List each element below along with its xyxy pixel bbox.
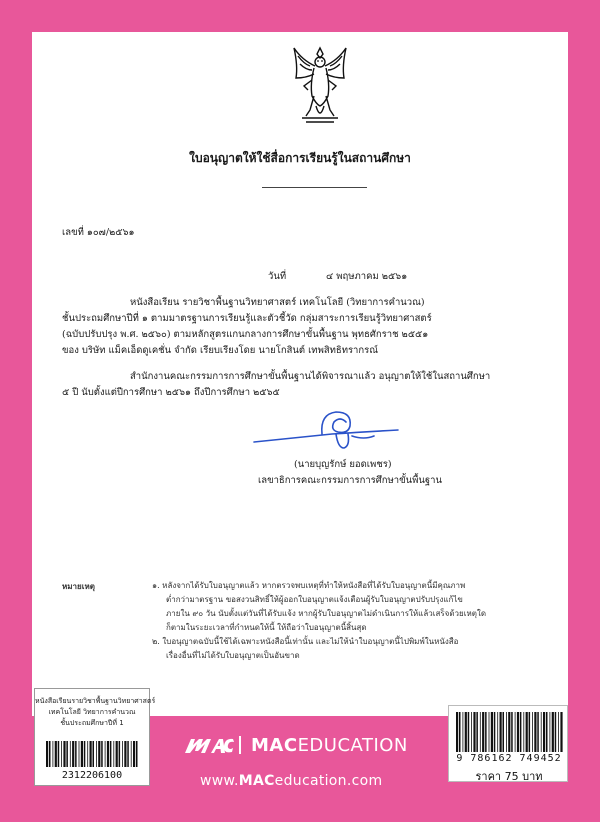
book-label-line-1: หนังสือเรียนรายวิชาพื้นฐานวิทยาศาสตร์: [35, 697, 156, 705]
title-underline: [262, 187, 367, 188]
date-label: วันที่: [268, 271, 287, 282]
license-document: [32, 32, 568, 716]
book-label-line-3: ชั้นประถมศึกษาปีที่ 1: [60, 719, 124, 727]
note-line-3: ภายใน ๙๐ วัน นับตั้งแต่วันที่ได้รับแจ้ง หากผู้รับใบอนุญาตไม่ดำเนินการให้แล้วเสร็จด้วยเหตุใด: [166, 609, 487, 618]
logo-divider: [239, 736, 245, 754]
url-suffix: education.com: [274, 773, 383, 789]
signature: [252, 404, 402, 454]
product-barcode: [45, 741, 141, 767]
body-line-4: ของ บริษัท แม็คเอ็ดดูเคชั่น จำกัด เรียบเรียงโดย นายโกสินต์ เทพสิทธิทรากรณ์: [62, 345, 379, 356]
body-line-1: หนังสือเรียน รายวิชาพื้นฐานวิทยาศาสตร์ เทคโนโลยี (วิทยาการคำนวณ): [130, 297, 425, 308]
isbn-number: 9 786162 749452: [456, 753, 562, 764]
document-title: ใบอนุญาตให้ใช้สื่อการเรียนรู้ในสถานศึกษา: [189, 151, 411, 165]
signer-name: (นายบุญรักษ์ ยอดเพชร): [294, 459, 392, 470]
mac-logo-mark-icon: [185, 737, 235, 753]
logo-wordmark: [251, 735, 408, 756]
note-line-1: ๑. หลังจากได้รับใบอนุญาตแล้ว หากตรวจพบเหตุที่ทำให้หนังสือที่ได้รับใบอนุญาตนี้มีคุณภาพ: [152, 581, 466, 590]
body-line-3: (ฉบับปรับปรุง พ.ศ. ๒๕๖๐) ตามหลักสูตรแกนกลางการศึกษาขั้นพื้นฐาน พุทธศักราช ๒๕๕๑: [62, 329, 429, 340]
product-code: 2312206100: [61, 770, 123, 781]
approval-line-2: ๕ ปี นับตั้งแต่ปีการศึกษา ๒๕๖๑ ถึงปีการศึกษา ๒๕๖๕: [62, 387, 280, 398]
url-brand: MAC: [238, 773, 275, 789]
signer-position: เลขาธิการคณะกรรมการการศึกษาขั้นพื้นฐาน: [258, 475, 442, 486]
note-line-4: ก็ตามในระยะเวลาที่กำหนดให้นี้ ให้ถือว่าใบอนุญาตนี้สิ้นสุด: [166, 623, 367, 632]
logo-word-rest: EDUCATION: [297, 734, 408, 756]
approval-line-1: สำนักงานคณะกรรมการการศึกษาขั้นพื้นฐานได้พิจารณาแล้ว อนุญาตให้ใช้ในสถานศึกษา: [130, 371, 491, 382]
note-line-5: ๒. ใบอนุญาตฉบับนี้ใช้ได้เฉพาะหนังสือนี้เท่านั้น และไม่ให้นำใบอนุญาตนี้ไปพิมพ์ในหนังสือ: [152, 637, 459, 646]
book-label-line-2: เทคโนโลยี วิทยาการคำนวณ: [48, 708, 136, 716]
book-label-box: [34, 688, 156, 786]
garuda-emblem-icon: [288, 44, 352, 128]
url-prefix: www.: [200, 773, 239, 789]
note-line-6: เรื่องอื่นที่ไม่ได้รับใบอนุญาตเป็นอันขาด: [166, 651, 300, 660]
body-line-2: ชั้นประถมศึกษาปีที่ ๑ ตามมาตรฐานการเรียนรู้และตัวชี้วัด กลุ่มสาระการเรียนรู้วิทยาศาสตร์: [62, 313, 432, 324]
website-link[interactable]: [200, 773, 382, 789]
mac-education-logo: [185, 733, 408, 757]
license-number: เลขที่ ๑๐๗/๒๕๖๑: [62, 227, 135, 238]
notes-label: หมายเหตุ: [62, 581, 95, 591]
isbn-barcode: [455, 712, 563, 752]
price-label: ราคา 75 บาท: [475, 770, 543, 783]
isbn-barcode-box: [448, 705, 568, 782]
date-value: ๔ พฤษภาคม ๒๕๖๑: [326, 271, 408, 282]
logo-word-bold: MAC: [251, 734, 298, 756]
note-line-2: ต่ำกว่ามาตรฐาน ขอสงวนสิทธิ์ให้ผู้ออกใบอนุญาตแจ้งเตือนผู้รับใบอนุญาตปรับปรุงแก้ไข: [166, 595, 463, 604]
